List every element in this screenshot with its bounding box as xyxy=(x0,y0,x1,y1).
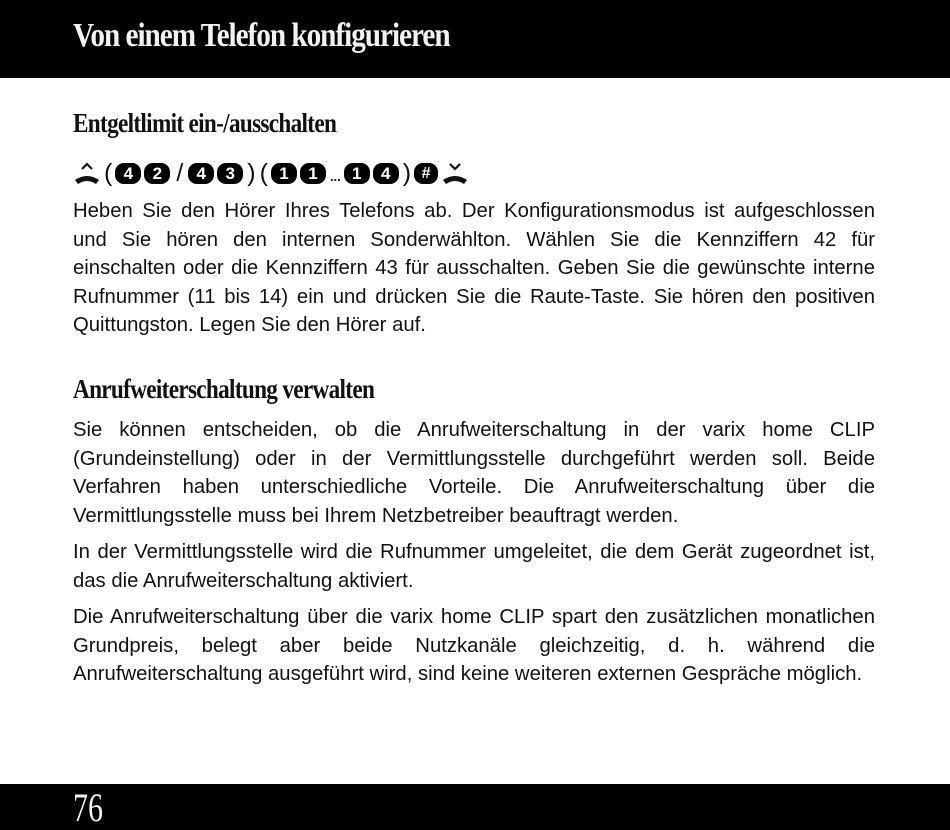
key-sequence xyxy=(73,158,471,188)
range-ellipsis: ... xyxy=(329,168,341,184)
handset-hangup-icon xyxy=(441,160,469,186)
key-4: 4 xyxy=(373,163,399,184)
handset-lift-icon xyxy=(73,160,101,186)
page-title: Von einem Telefon konfigurieren xyxy=(73,17,450,54)
slash: / xyxy=(176,159,184,187)
page-number: 76 xyxy=(73,785,103,830)
open-paren: ( xyxy=(104,159,113,187)
page-footer xyxy=(0,784,950,830)
section-title-anrufweiterschaltung: Anrufweiterschaltung verwalten xyxy=(73,374,375,404)
key-4: 4 xyxy=(188,163,214,184)
key-4: 4 xyxy=(115,163,141,184)
key-1: 1 xyxy=(271,163,297,184)
key-hash: # xyxy=(414,163,438,184)
close-paren: ) xyxy=(247,159,256,187)
paragraph-anrufweiterschaltung-2: In der Vermittlungsstelle wird die Rufnummer umgeleitet, die dem Gerät zugeordnet ist, das die Anrufweiterschaltung aktiviert. xyxy=(73,541,875,592)
section-title-entgeltlimit: Entgeltlimit ein-/ausschalten xyxy=(73,108,337,138)
key-1: 1 xyxy=(344,163,370,184)
key-1: 1 xyxy=(300,163,326,184)
page-header xyxy=(0,0,950,78)
key-2: 2 xyxy=(144,163,170,184)
paragraph-anrufweiterschaltung-1: Sie können entscheiden, ob die Anrufweiterschaltung in der varix home CLIP (Grundeinstellung) oder in der Vermittlungsstelle durchgeführt werden soll. Beide Verfahren haben unterschiedliche Vorteile. Die Anrufweiterschaltung über die Vermittlungsstelle muss bei Ihrem Netzbetreiber beauftragt werden. xyxy=(73,419,875,527)
paragraph-entgeltlimit: Heben Sie den Hörer Ihres Telefons ab. Der Konfigurationsmodus ist aufgeschlossen und Sie hören den internen Sonderwählton. Wählen Sie die Kennziffern 42 für einschalten oder die Kennziffern 43 für ausschalten. Geben Sie die gewünschte interne Rufnummer (11 bis 14) ein und drücken Sie die Raute-Taste. Sie hören den positiven Quittungston. Legen Sie den Hörer auf. xyxy=(73,200,875,336)
open-paren: ( xyxy=(259,159,268,187)
close-paren: ) xyxy=(402,159,412,187)
paragraph-anrufweiterschaltung-3: Die Anrufweiterschaltung über die varix home CLIP spart den zusätzlichen monatlichen Grundpreis, belegt aber beide Nutzkanäle gleichzeitig, d. h. während die Anrufweiterschaltung ausgeführt wird, sind keine weiteren externen Gespräche möglich. xyxy=(73,606,875,685)
key-3: 3 xyxy=(217,163,243,184)
